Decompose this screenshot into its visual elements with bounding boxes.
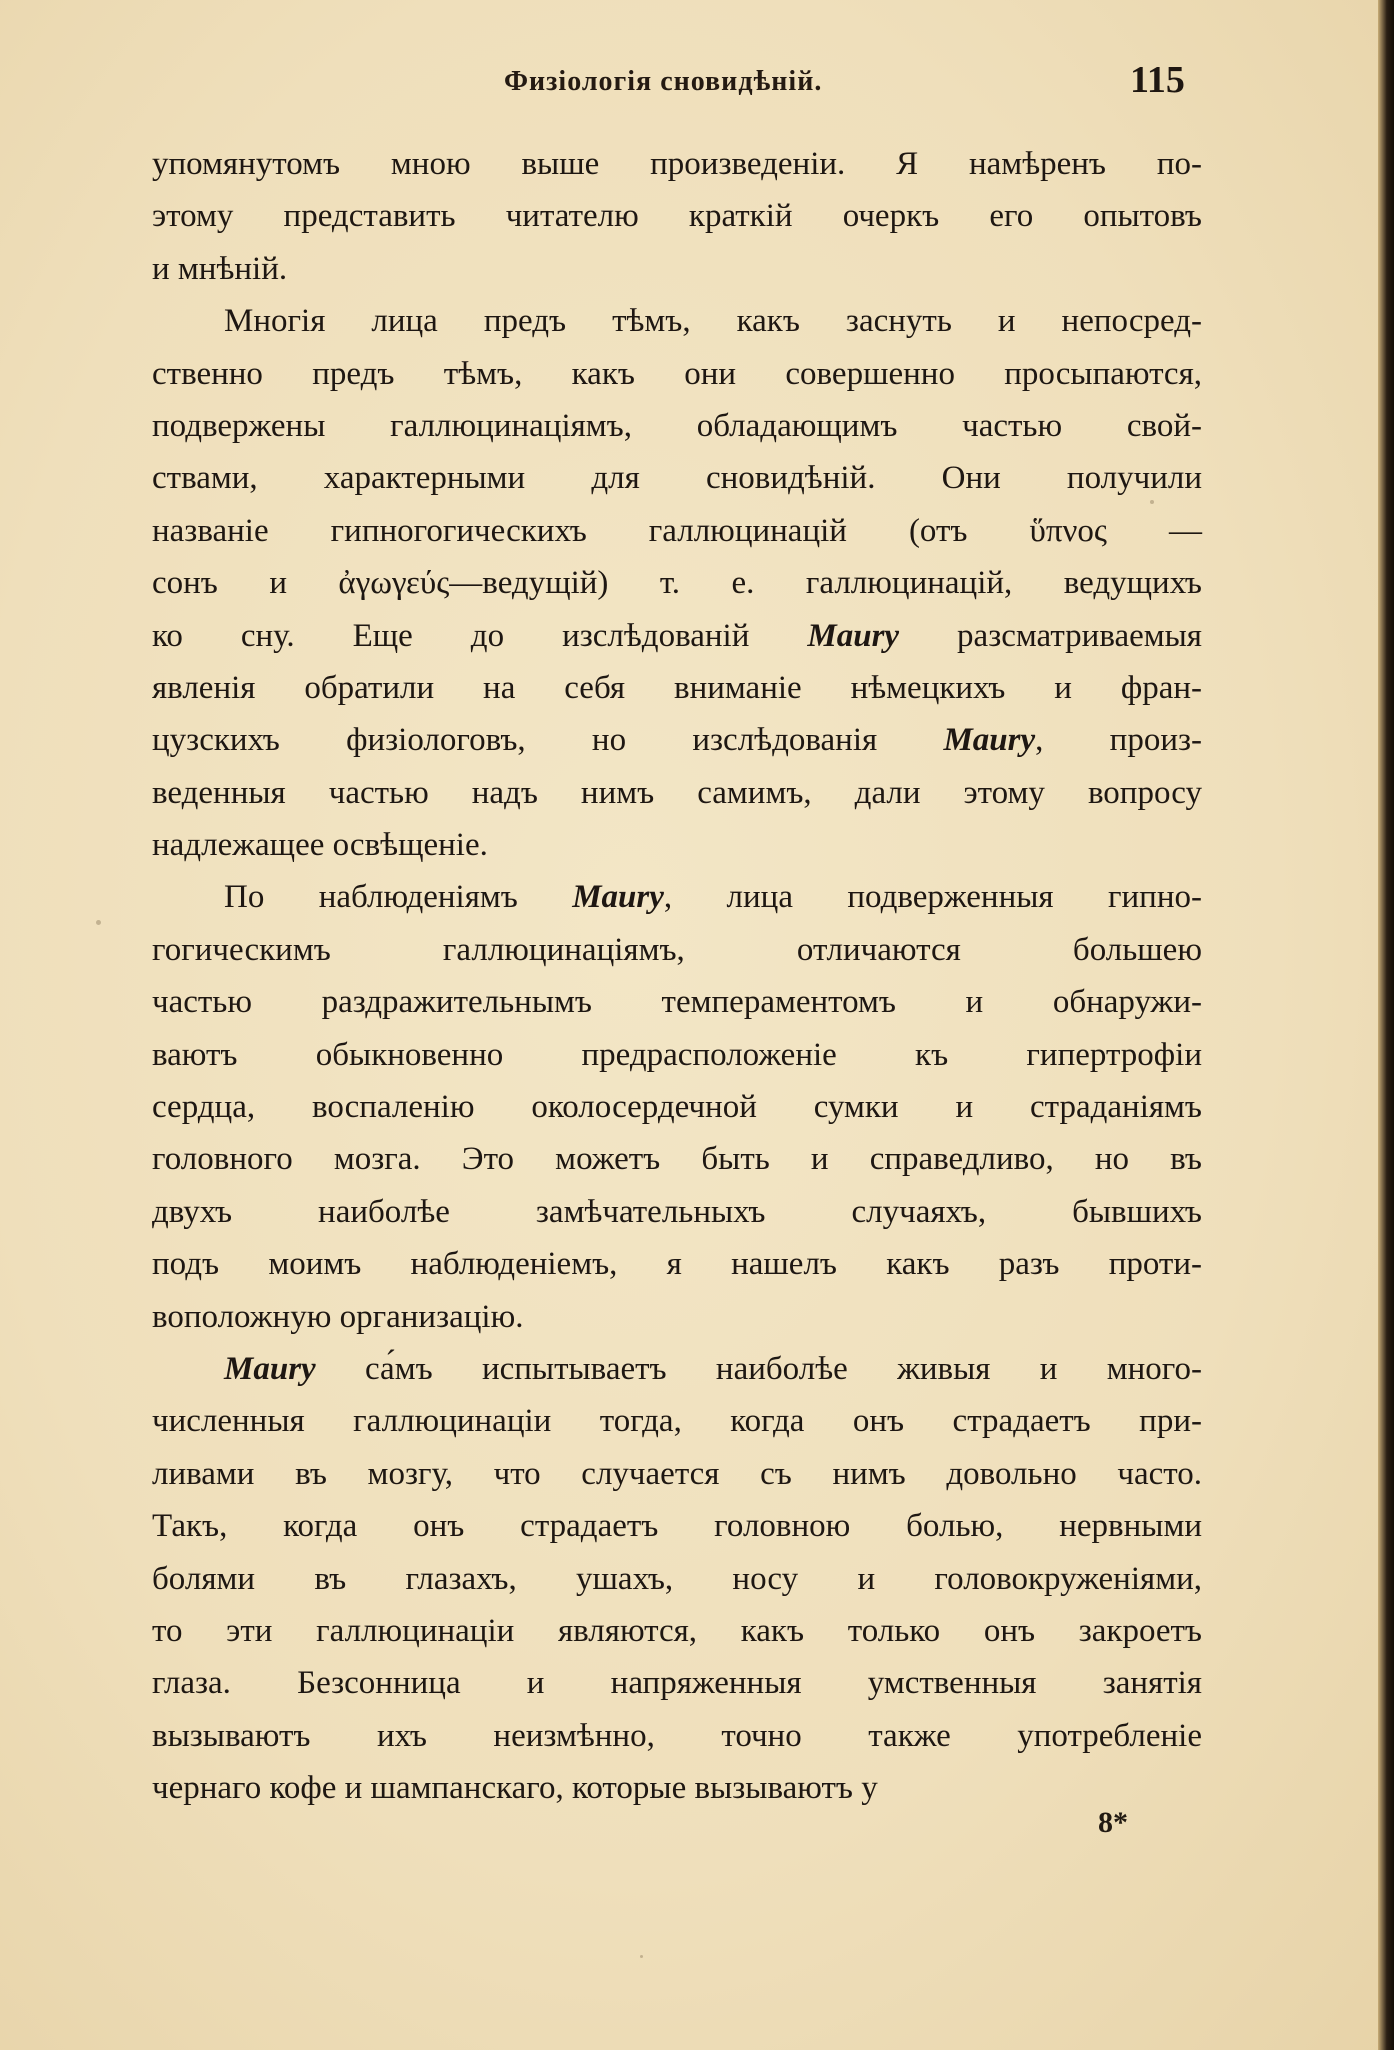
signature-mark: 8* xyxy=(1098,1806,1128,1839)
text-line: явленiя обратили на себя вниманiе нѣмецкихъ и фран- xyxy=(152,669,1202,706)
paragraph xyxy=(152,295,1202,871)
paper-spot xyxy=(96,920,101,925)
italic-author-name: Maury xyxy=(943,722,1036,759)
paper-spot xyxy=(640,1955,643,1958)
italic-author-name: Maury xyxy=(572,879,664,916)
page-number: 115 xyxy=(1130,59,1185,101)
text-line: упомянутомъ мною выше произведенiи. Я намѣренъ по- xyxy=(152,146,1202,182)
text-line: чернаго кофе и шампанскаго, которые вызываютъ у xyxy=(152,1770,878,1807)
text-line: цузскихъ физiологовъ, но изслѣдованiя Maury, произ- xyxy=(152,722,1202,759)
text-line: ственно предъ тѣмъ, какъ они совершенно просыпаются, xyxy=(152,355,1202,392)
text-line: глаза. Безсонница и напряженныя умственныя занятiя xyxy=(152,1665,1202,1702)
italic-author-name: Maury xyxy=(807,617,900,654)
running-head-title: Физiологiя сновидѣнiй. xyxy=(504,66,823,97)
text-line: ко сну. Еще до изслѣдованiй Maury разсматриваемыя xyxy=(152,617,1202,654)
italic-author-name: Maury xyxy=(224,1350,316,1387)
text-line: ваютъ обыкновенно предрасположенiе къ гипертрофiи xyxy=(152,1036,1202,1073)
text-line: По наблюденiямъ Maury, лица подверженныя гипно- xyxy=(224,879,1202,916)
text-line: двухъ наиболѣе замѣчательныхъ случаяхъ, бывшихъ xyxy=(152,1193,1202,1230)
text-line: этому представить читателю краткiй очеркъ его опытовъ xyxy=(152,198,1202,235)
text-line: численныя галлюцинацiи тогда, когда онъ страдаетъ при- xyxy=(152,1403,1202,1440)
paragraph xyxy=(152,871,1202,1343)
text-line: воположную организацiю. xyxy=(152,1298,524,1335)
text-line: головного мозга. Это можетъ быть и справедливо, но въ xyxy=(152,1141,1202,1178)
text-line: веденныя частью надъ нимъ самимъ, дали этому вопросу xyxy=(152,774,1202,811)
text-line: ливами въ мозгу, что случается съ нимъ довольно часто. xyxy=(152,1455,1202,1492)
text-line: подъ моимъ наблюденiемъ, я нашелъ какъ разъ проти- xyxy=(152,1246,1202,1283)
text-line: названiе гипногогическихъ галлюцинацiй (отъ ὕπνος — xyxy=(152,512,1202,549)
text-line: Такъ, когда онъ страдаетъ головною болью, нервными xyxy=(152,1508,1202,1545)
paragraph xyxy=(152,138,1202,295)
text-line: Многiя лица предъ тѣмъ, какъ заснуть и непосред- xyxy=(224,303,1202,340)
text-line: болями въ глазахъ, ушахъ, носу и головокруженiями, xyxy=(152,1560,1202,1597)
paper-spot xyxy=(1150,500,1154,504)
body-text xyxy=(152,138,1202,1815)
text-line: надлежащее освѣщенiе. xyxy=(152,827,488,864)
text-line: частью раздражительнымъ темпераментомъ и обнаружи- xyxy=(152,984,1202,1021)
text-line: то эти галлюцинацiи являются, какъ только онъ закроетъ xyxy=(152,1612,1202,1649)
text-line: сердца, воспаленiю околосердечной сумки и страданiямъ xyxy=(152,1089,1202,1126)
text-line: Maury са́мъ испытываетъ наиболѣе живыя и много- xyxy=(224,1350,1202,1387)
text-line: подвержены галлюцинацiямъ, обладающимъ частью свой- xyxy=(152,407,1202,444)
text-line: ствами, характерными для сновидѣнiй. Они получили xyxy=(152,460,1202,497)
running-head xyxy=(0,58,1394,108)
paragraph xyxy=(152,1343,1202,1815)
page-edge-shadow xyxy=(1378,0,1394,2050)
text-line: гогическимъ галлюцинацiямъ, отличаются большею xyxy=(152,931,1202,968)
text-line: сонъ и ἀγωγεύς—ведущiй) т. е. галлюцинацiй, ведущихъ xyxy=(152,565,1202,602)
text-line: вызываютъ ихъ неизмѣнно, точно также употребленiе xyxy=(152,1717,1202,1754)
text-line: и мнѣнiй. xyxy=(152,250,288,287)
